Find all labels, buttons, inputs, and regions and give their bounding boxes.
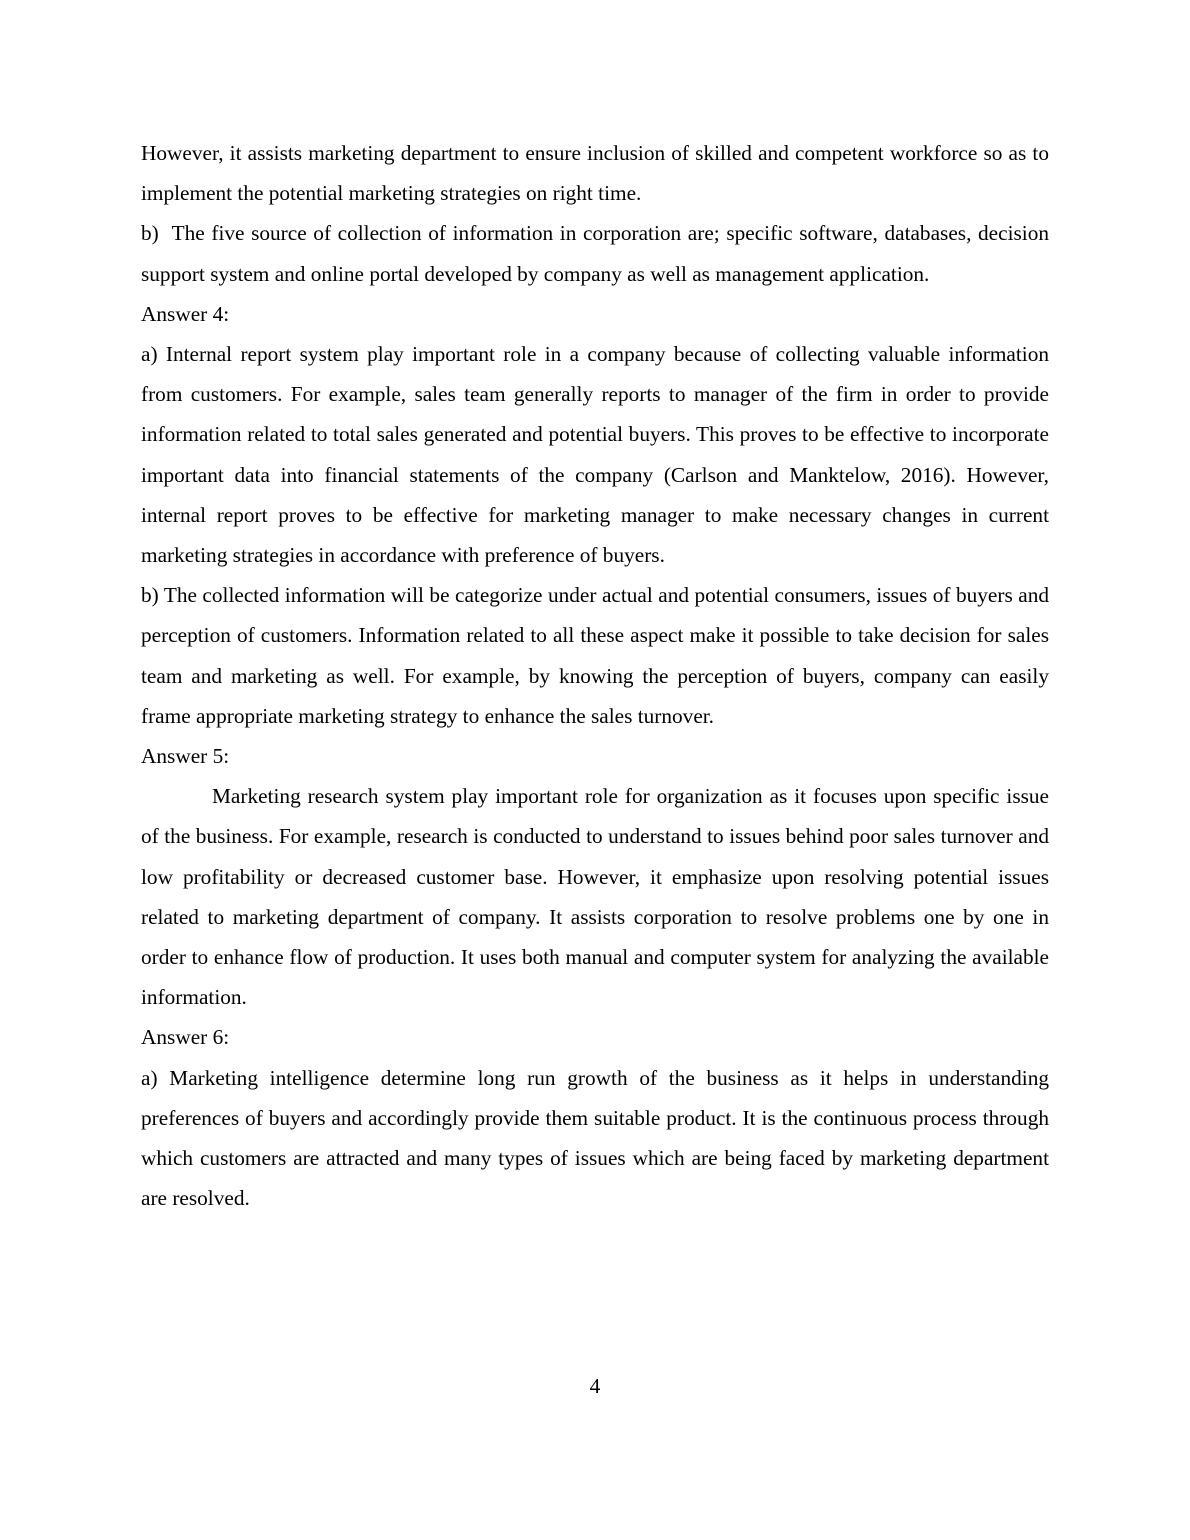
document-body: [141, 133, 1049, 1218]
paragraph-internal-report: a) Internal report system play important role in a company because of collecting valuable information from customers. For example, sales team generally reports to manager of the firm in order to provide information related to total sales generated and potential buyers. This proves to be effective to incorporate important data into financial statements of the company (Carlson and Manktelow, 2016). However, internal report proves to be effective for marketing manager to make necessary changes in current marketing strategies in accordance with preference of buyers.: [141, 342, 1049, 568]
paragraph-information-sources: b) The five source of collection of information in corporation are; specific software, databases, decision support system and online portal developed by company as well as management application.: [141, 221, 1049, 286]
paragraph-marketing-research: Marketing research system play important role for organization as it focuses upon specific issue of the business. For example, research is conducted to understand to issues behind poor sales turnover and low profitability or decreased customer base. However, it emphasize upon resolving potential issues related to marketing department of company. It assists corporation to resolve problems one by one in order to enhance flow of production. It uses both manual and computer system for analyzing the available information.: [141, 784, 1049, 1010]
heading-answer-4: Answer 4:: [141, 301, 230, 326]
heading-answer-5: Answer 5:: [141, 744, 230, 769]
paragraph-workforce: However, it assists marketing department to ensure inclusion of skilled and competent workforce so as to implement the potential marketing strategies on right time.: [141, 141, 1049, 206]
page-number: 4: [589, 1374, 601, 1398]
paragraph-collected-information: b) The collected information will be categorize under actual and potential consumers, issues of buyers and perception of customers. Information related to all these aspect make it possible to take decision for sales team and marketing as well. For example, by knowing the perception of buyers, company can easily frame appropriate marketing strategy to enhance the sales turnover.: [141, 583, 1049, 728]
heading-answer-6: Answer 6:: [141, 1025, 230, 1050]
paragraph-marketing-intelligence: a) Marketing intelligence determine long run growth of the business as it helps in understanding preferences of buyers and accordingly provide them suitable product. It is the continuous process through which customers are attracted and many types of issues which are being faced by marketing department are resolved.: [141, 1065, 1049, 1211]
